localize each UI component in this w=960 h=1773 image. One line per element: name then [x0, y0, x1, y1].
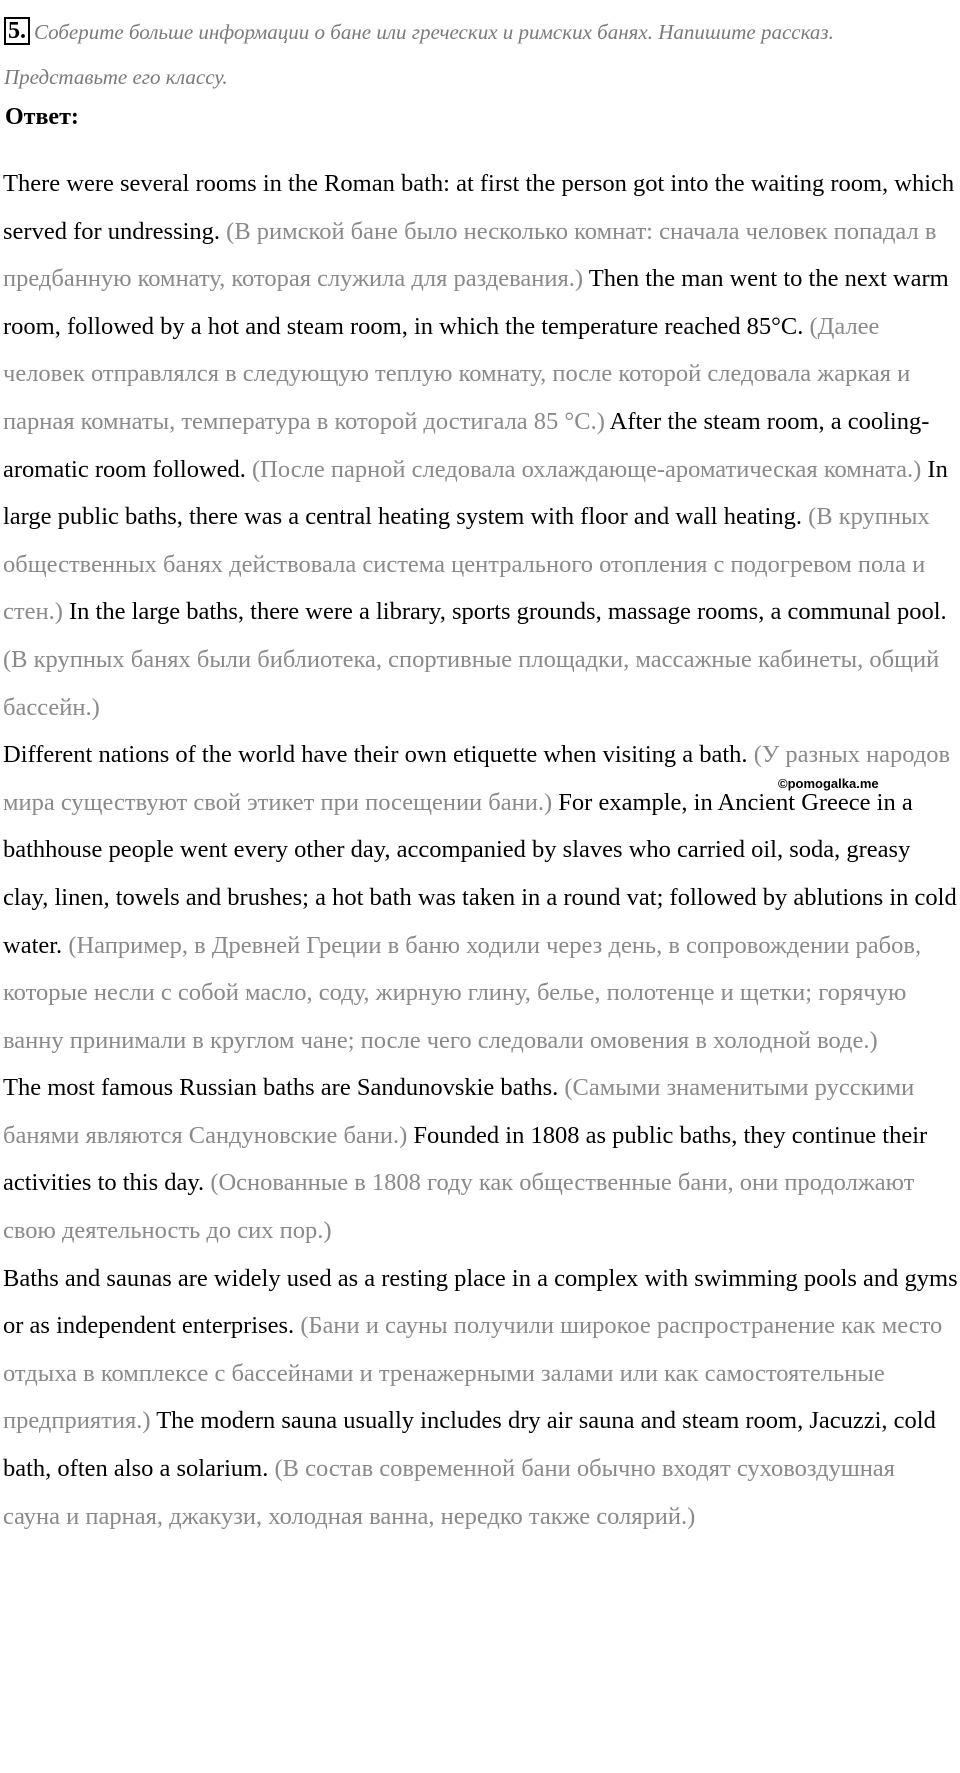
- english-sentence: The modern sauna usually includes dry air sauna and steam room, Jacuzzi, cold bath, often also a solarium.: [3, 1407, 936, 1483]
- russian-translation: (После парной следовала охлаждающе-ароматическая комната.): [252, 455, 922, 483]
- answer-label: Ответ:: [5, 104, 79, 130]
- russian-translation: (В состав современной бани обычно входят суховоздушная сауна и парная, джакузи, холодная ванна, нередко также солярий.): [3, 1455, 895, 1530]
- russian-translation: (Далее человек отправлялся в следующую теплую комнату, после которой следовала жаркая и парная комнаты, температура в которой достигала 85 °С.): [3, 312, 911, 435]
- answer-body: [3, 160, 958, 1540]
- english-sentence: After the steam room, a cooling-aromatic room followed.: [3, 407, 930, 483]
- english-sentence: Founded in 1808 as public baths, they continue their activities to this day.: [3, 1121, 928, 1197]
- russian-translation: (У разных народов мира существуют свой этикет при посещении бани.): [3, 741, 951, 816]
- english-sentence: For example, in Ancient Greece in a bathhouse people went every other day, accompanied by slaves who carried oil, soda, greasy clay, linen, towels and brushes; a hot bath was taken in a round vat; followed by ablutions in cold water.: [3, 788, 957, 959]
- russian-translation: (В римской бане было несколько комнат: сначала человек попадал в предбанную комнату, которая служила для раздевания.): [3, 217, 937, 293]
- task-number: 5.: [4, 17, 30, 45]
- russian-translation: (Бани и сауны получили широкое распространение как место отдыха в комплексе с бассейнами и тренажерными залами или как самостоятельные предприятия.): [3, 1312, 943, 1435]
- english-sentence: Different nations of the world have their own etiquette when visiting a bath.: [3, 741, 748, 769]
- watermark-text: ©pomogalka.me: [778, 776, 879, 791]
- paragraph: [3, 160, 958, 731]
- english-sentence: Then the man went to the next warm room, followed by a hot and steam room, in which the temperature reached 85°C.: [3, 265, 949, 340]
- russian-translation: (В крупных банях были библиотека, спортивные площадки, массажные кабинеты, общий бассейн.): [3, 645, 940, 721]
- russian-translation: (Например, в Древней Греции в баню ходили через день, в сопровождении рабов, которые несли с собой масло, соду, жирную глину, белье, полотенце и щетки; горячую ванну принимали в круглом чане; после чего следовали омовения в холодной воде.): [3, 931, 922, 1054]
- russian-translation: (В крупных общественных банях действовала система центрального отопления с подогревом пола и стен.): [3, 503, 930, 626]
- task-text: Соберите больше информации о бане или греческих и римских банях. Напишите рассказ. Представьте его классу.: [4, 20, 834, 89]
- russian-translation: (Основанные в 1808 году как общественные бани, они продолжают свою деятельность до сих пор.): [3, 1169, 915, 1245]
- paragraph: [3, 1255, 958, 1541]
- paragraph: [3, 1064, 958, 1254]
- english-sentence: The most famous Russian baths are Sandunovskie baths.: [3, 1074, 559, 1102]
- english-sentence: In the large baths, there were a library, sports grounds, massage rooms, a communal pool.: [68, 598, 947, 626]
- task-statement: [4, 10, 956, 100]
- english-sentence: Baths and saunas are widely used as a resting place in a complex with swimming pools and gyms or as independent enterprises.: [3, 1264, 958, 1340]
- english-sentence: There were several rooms in the Roman bath: at first the person got into the waiting room, which served for undressing.: [3, 170, 955, 245]
- russian-translation: (Самыми знаменитыми русскими банями являются Сандуновские бани.): [3, 1074, 915, 1149]
- english-sentence: In large public baths, there was a central heating system with floor and wall heating.: [3, 455, 948, 531]
